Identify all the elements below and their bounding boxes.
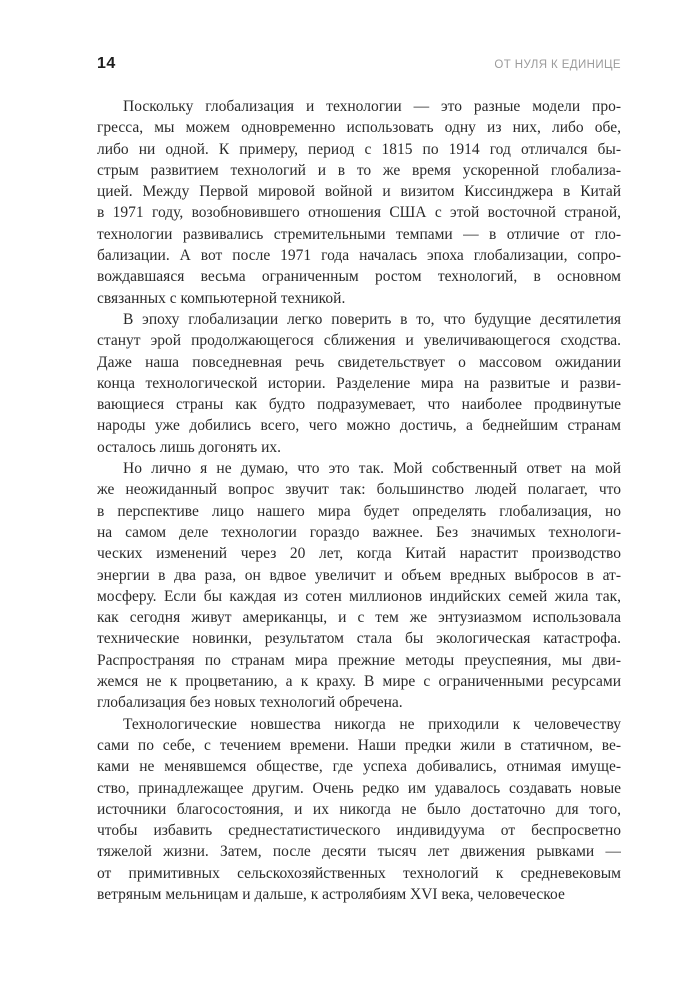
text-line: станут эрой продолжающегося сближения и увеличивающегося сходства.	[97, 332, 621, 350]
page-body	[97, 96, 621, 905]
text-line: энергии в два раза, он вдвое увеличит и объем вредных выбросов в ат-	[97, 566, 621, 584]
text-line: ство, принадлежащее другим. Очень редко им удавалось создавать новые	[97, 779, 621, 797]
page-number: 14	[97, 55, 116, 72]
text-line: жемся не к процветанию, а к краху. В мире с ограниченными ресурсами	[97, 673, 621, 691]
text-line: ками не менявшемся обществе, где успеха добивались, отнимая имуще-	[97, 758, 621, 776]
text-line: народы уже добились всего, чего можно достичь, а беднейшим странам	[97, 417, 621, 435]
text-line: на самом деле технологии гораздо важнее. Без значимых технологи-	[97, 523, 621, 541]
text-line: вающиеся страны как будто подразумевает, что наиболее продвинутые	[97, 396, 621, 414]
text-line: глобализация без новых технологий обречена.	[97, 694, 403, 712]
text-line: Поскольку глобализация и технологии — это разные модели про-	[123, 98, 621, 115]
text-line: как сегодня живут американцы, и с тем же энтузиазмом использовала	[97, 609, 621, 627]
text-line: Даже наша повседневная речь свидетельствует о массовом ожидании	[97, 353, 621, 371]
text-line: чтобы избавить среднестатистического индивидуума от беспросветно	[97, 822, 621, 840]
text-line: источники благосостояния, и их никогда не было достаточно для того,	[97, 800, 621, 818]
running-title: ОТ НУЛЯ К ЕДИНИЦЕ	[494, 59, 621, 71]
text-line: либо ни одной. К примеру, период с 1815 по 1914 год отличался бы-	[97, 140, 621, 158]
text-line: ветряным мельницам и дальше, к астролябиям XVI века, человеческое	[97, 885, 565, 903]
text-line: бализации. А вот после 1971 года началась эпоха глобализации, сопро-	[97, 247, 621, 265]
text-line: ческих изменений через 20 лет, когда Китай нарастит производство	[97, 545, 621, 563]
text-line: цией. Между Первой мировой войной и визитом Киссинджера в Китай	[97, 183, 621, 201]
text-line: конца технологической истории. Разделение мира на развитые и разви-	[97, 374, 621, 392]
text-line: технические новинки, результатом стала бы экологическая катастрофа.	[97, 630, 621, 648]
text-line: Распространяя по странам мира прежние методы преуспеяния, мы дви-	[97, 651, 621, 669]
text-line: сами по себе, с течением времени. Наши предки жили в статичном, ве-	[97, 736, 621, 754]
text-line: связанных с компьютерной техникой.	[97, 289, 346, 307]
text-line: в перспективе лицо нашего мира будет определять глобализация, но	[97, 502, 621, 520]
text-line: В эпоху глобализации легко поверить в то, что будущие десятилетия	[123, 310, 621, 328]
text-line: тяжелой жизни. Затем, после десяти тысяч лет движения рывками —	[97, 843, 621, 861]
text-line: Технологические новшества никогда не приходили к человечеству	[123, 715, 621, 733]
text-line: вождавшаяся весьма ограниченным ростом технологий, в основном	[97, 268, 621, 286]
text-line: технологии развивались стремительными темпами — в отличие от гло-	[97, 225, 621, 243]
text-line: же неожиданный вопрос звучит так: большинство людей полагает, что	[97, 481, 621, 499]
text-line: от примитивных сельскохозяйственных технологий к средневековым	[97, 864, 621, 882]
text-line: мосферу. Если бы каждая из сотен миллионов индийских семей жила так,	[97, 587, 621, 605]
text-line: стрым развитием технологий и в то же время ускоренной глобализа-	[97, 161, 621, 179]
text-line: Но лично я не думаю, что это так. Мой собственный ответ на мой	[123, 460, 621, 478]
running-header	[97, 55, 621, 73]
text-line: гресса, мы можем одновременно использовать одну из них, либо обе,	[97, 119, 621, 137]
text-line: в 1971 году, возобновившего отношения США с этой восточной страной,	[97, 204, 621, 222]
text-line: осталось лишь догонять их.	[97, 438, 282, 456]
